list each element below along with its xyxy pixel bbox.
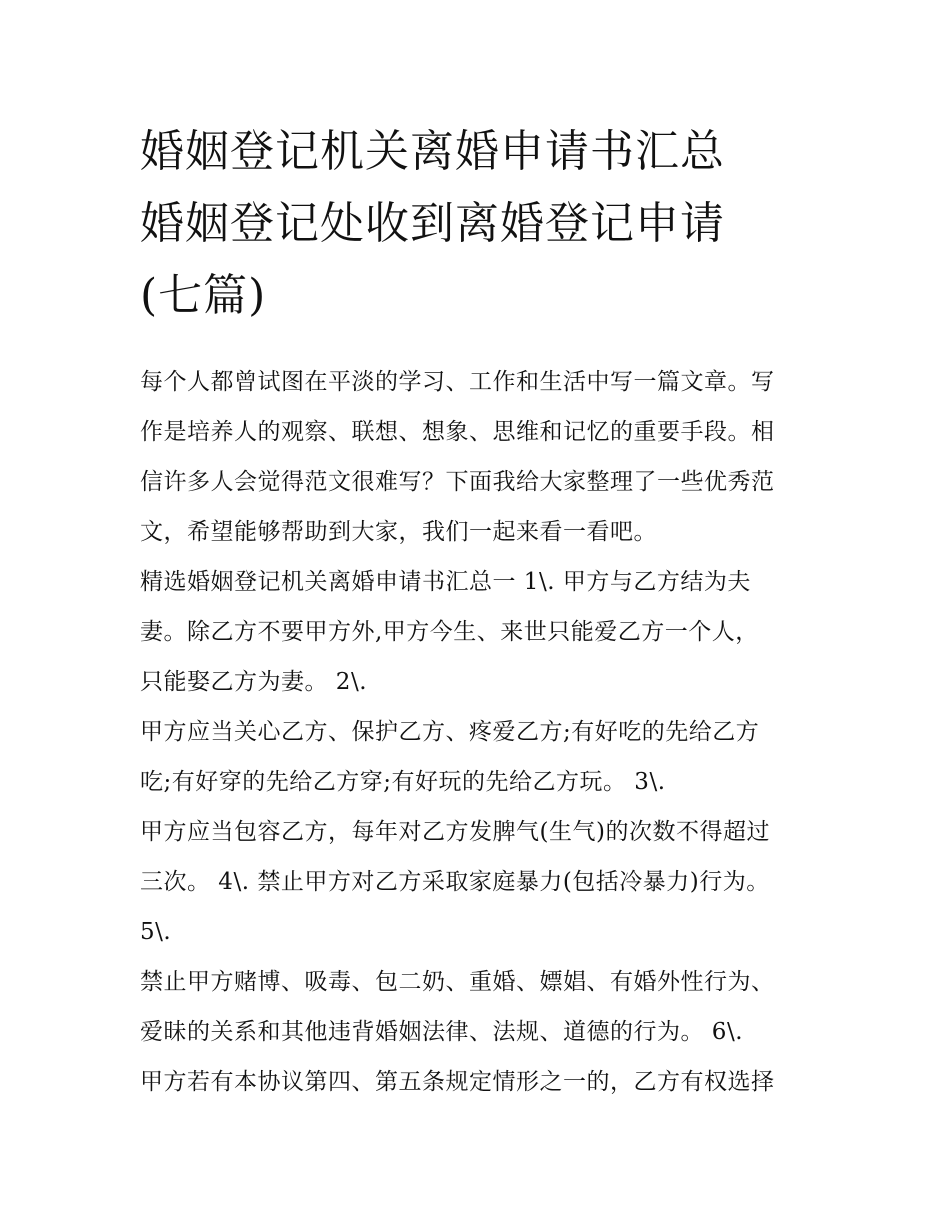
- document-title: [140, 0, 820, 332]
- text-line: 信许多人会觉得范文很难写？下面我给大家整理了一些优秀范: [140, 469, 775, 495]
- text-line: 吃;有好穿的先给乙方穿;有好玩的先给乙方玩。 3\.: [140, 769, 666, 795]
- text-line: 爱昧的关系和其他违背婚姻法律、法规、道德的行为。 6\.: [140, 1019, 744, 1045]
- clause-paragraph-2: [140, 707, 820, 807]
- text-line: 5\.: [140, 919, 172, 945]
- document-body: [140, 357, 820, 1107]
- title-line-3: (七篇): [140, 270, 267, 321]
- text-line: 只能娶乙方为妻。 2\.: [140, 669, 368, 695]
- text-line: 文，希望能够帮助到大家，我们一起来看一看吧。: [140, 519, 657, 545]
- text-line: 每个人都曾试图在平淡的学习、工作和生活中写一篇文章。写: [140, 369, 775, 395]
- intro-paragraph: [140, 357, 820, 557]
- title-line-2: 婚姻登记处收到离婚登记申请: [140, 198, 725, 249]
- text-line: 甲方应当包容乙方，每年对乙方发脾气(生气)的次数不得超过: [140, 819, 770, 845]
- text-line: 甲方应当关心乙方、保护乙方、疼爱乙方;有好吃的先给乙方: [140, 719, 760, 745]
- clause-paragraph-5: [140, 1057, 820, 1107]
- text-line: 精选婚姻登记机关离婚申请书汇总一 1\. 甲方与乙方结为夫: [140, 569, 751, 595]
- text-line: 禁止甲方赌博、吸毒、包二奶、重婚、嫖娼、有婚外性行为、: [140, 969, 775, 995]
- text-line: 三次。 4\. 禁止甲方对乙方采取家庭暴力(包括冷暴力)行为。: [140, 869, 770, 895]
- document-page: [140, 0, 820, 1107]
- clause-paragraph-3: [140, 807, 820, 957]
- title-line-1: 婚姻登记机关离婚申请书汇总: [140, 126, 725, 177]
- clause-paragraph-1: [140, 557, 820, 707]
- clause-paragraph-4: [140, 957, 820, 1057]
- text-line: 妻。除乙方不要甲方外,甲方今生、来世只能爱乙方一个人，: [140, 619, 759, 645]
- text-line: 作是培养人的观察、联想、想象、思维和记忆的重要手段。相: [140, 419, 775, 445]
- text-line: 甲方若有本协议第四、第五条规定情形之一的，乙方有权选择: [140, 1069, 775, 1095]
